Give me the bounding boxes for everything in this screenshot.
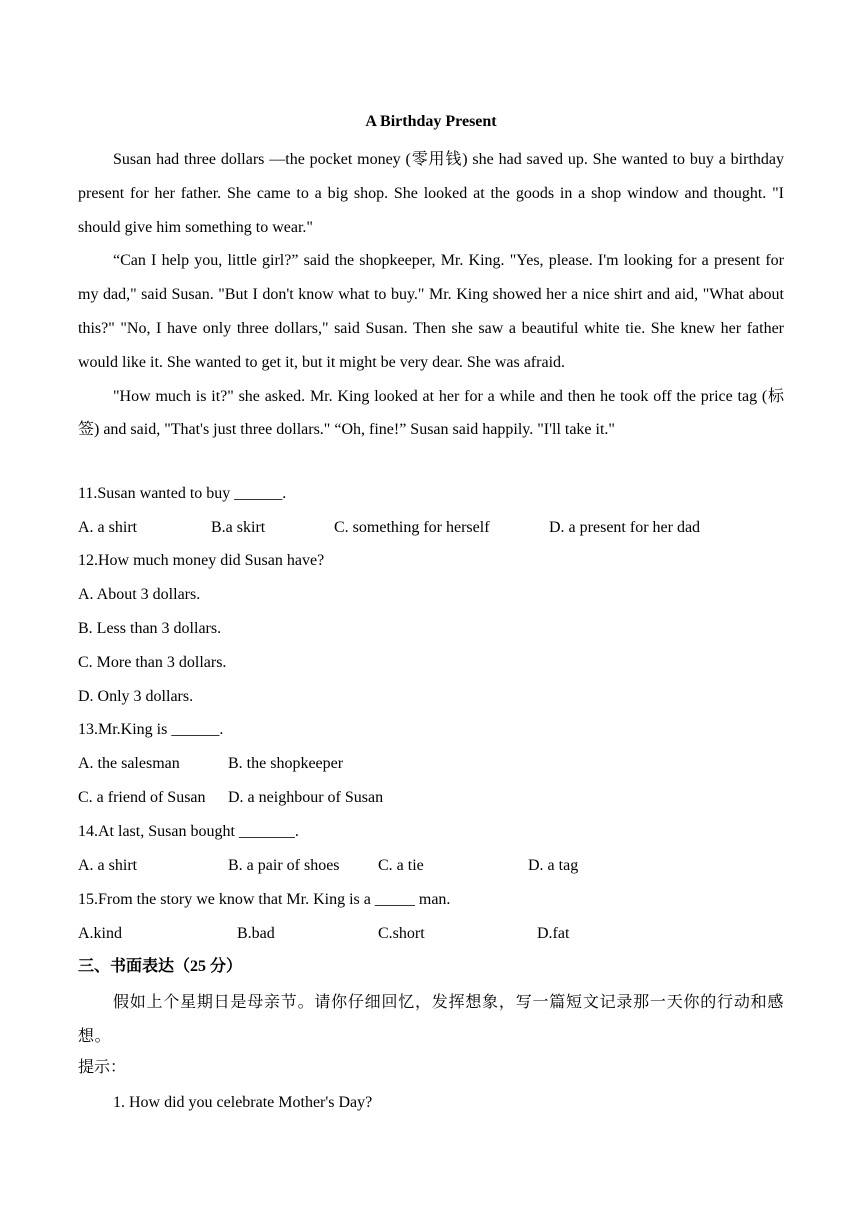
passage-title: A Birthday Present (365, 113, 497, 130)
q15-option-c: C.short (378, 925, 425, 942)
hint-item-1: 1. How did you celebrate Mother's Day? (113, 1094, 373, 1111)
q11-option-d: D. a present for her dad (549, 519, 701, 536)
question-13: 13.Mr.King is ______. (78, 721, 224, 738)
q15-option-d: D.fat (537, 925, 570, 942)
q12-option-d: D. Only 3 dollars. (78, 688, 194, 705)
section-3-heading: 三、书面表达（25 分） (78, 958, 243, 975)
q15-option-b: B.bad (237, 925, 275, 942)
q13-option-d: D. a neighbour of Susan (228, 789, 384, 806)
question-11: 11.Susan wanted to buy ______. (78, 485, 287, 502)
q11-option-b: B.a skirt (211, 519, 266, 536)
q13-option-c: C. a friend of Susan (78, 789, 206, 806)
q15-option-a: A.kind (78, 925, 122, 942)
q14-option-c: C. a tie (378, 857, 424, 874)
question-14: 14.At last, Susan bought _______. (78, 823, 299, 840)
q14-option-b: B. a pair of shoes (228, 857, 340, 874)
q11-option-c: C. something for herself (334, 519, 490, 536)
writing-instruction: 假如上个星期日是母亲节。请你仔细回忆，发挥想象，写一篇短文记录那一天你的行动和感想。 (78, 994, 784, 1045)
question-12: 12.How much money did Susan have? (78, 552, 325, 569)
q11-option-a: A. a shirt (78, 519, 138, 536)
q13-option-b: B. the shopkeeper (228, 755, 344, 772)
q12-option-b: B. Less than 3 dollars. (78, 620, 222, 637)
passage-paragraph-2: “Can I help you, little girl?” said the shopkeeper, Mr. King. "Yes, please. I'm looking for a present for my dad," said Susan. "But I don't know what to buy." Mr. King showed her a nice shirt and aid, "What about this?" "No, I have only three dollars," said Susan. Then she saw a beautiful white tie. She knew her father would like it. She wanted to get it, but it might be very dear. She was afraid. (78, 252, 784, 371)
passage-paragraph-3: "How much is it?" she asked. Mr. King looked at her for a while and then he took off the price tag (标签) and said, "That's just three dollars." “Oh, fine!” Susan said happily. "I'll take it." (78, 387, 784, 439)
q14-option-d: D. a tag (528, 857, 579, 874)
reading-passage (78, 143, 784, 447)
q12-option-a: A. About 3 dollars. (78, 586, 201, 603)
q13-option-a: A. the salesman (78, 755, 180, 772)
q14-option-a: A. a shirt (78, 857, 138, 874)
question-15: 15.From the story we know that Mr. King is a _____ man. (78, 891, 451, 908)
passage-paragraph-1: Susan had three dollars —the pocket money (零用钱) she had saved up. She wanted to buy a birthday present for her father. She came to a big shop. She looked at the goods in a shop window and thought. "I should give him something to wear." (78, 151, 784, 236)
q12-option-c: C. More than 3 dollars. (78, 654, 227, 671)
hint-label: 提示： (78, 1059, 127, 1076)
